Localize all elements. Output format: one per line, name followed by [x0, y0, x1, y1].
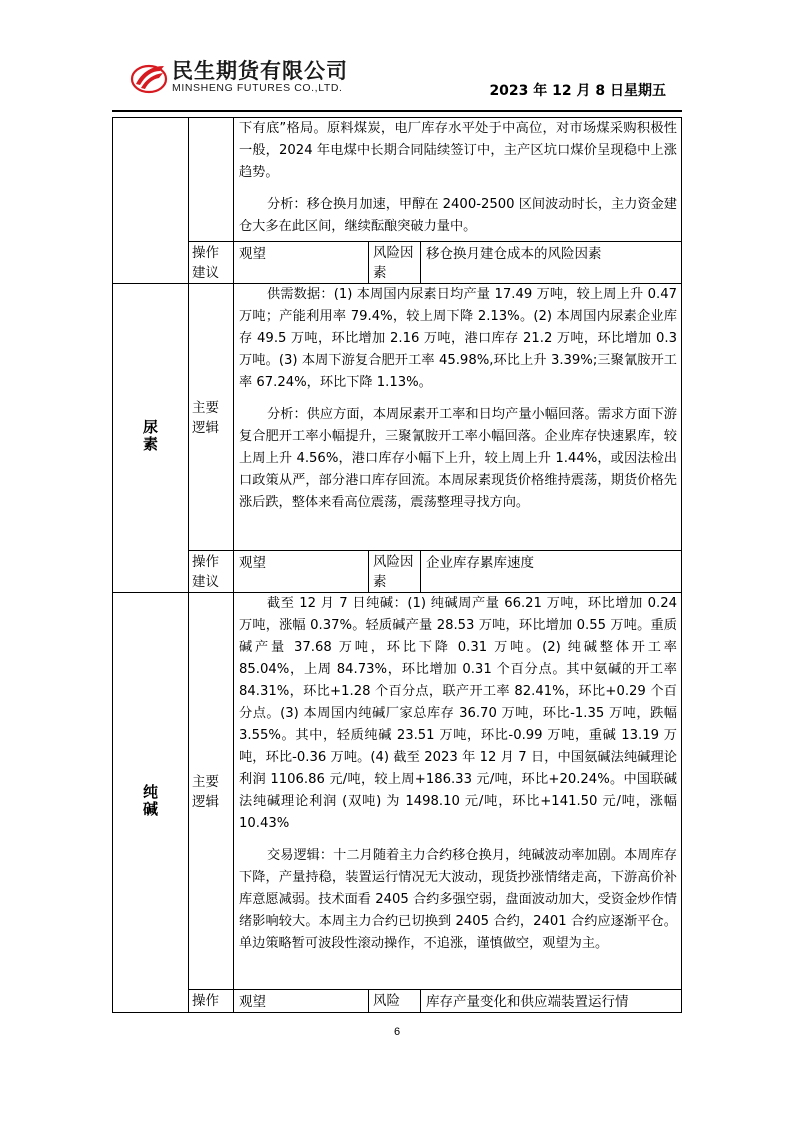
soda-logic-row: [113, 593, 682, 990]
methanol-product-cell: [113, 118, 189, 284]
urea-product-name: 尿素: [141, 419, 159, 453]
methanol-logic-paragraph-2: 分析：移仓换月加速，甲醇在 2400-2500 区间波动时长，主力资金建仓大多在此区间，继续酝酿突破力量中。: [239, 197, 677, 234]
soda-risk-value: 库存产量变化和供应端装置运行情: [421, 990, 682, 1013]
urea-logic-row: [113, 284, 682, 551]
minsheng-logo-icon: [130, 58, 168, 96]
methanol-logic-paragraph-1: 下有底”格局。原料煤炭，电厂库存水平处于中高位，对市场煤采购积极性一般，2024 年电煤中长期合同陆续签订中，主产区坑口煤价呈现稳中上涨趋势。: [239, 121, 677, 180]
company-name-en: MINSHENG FUTURES CO.,LTD.: [172, 82, 343, 94]
urea-logic-label: 主要逻辑: [189, 284, 234, 551]
soda-operation-row: [113, 990, 682, 1013]
urea-operation-label: 操作建议: [189, 551, 234, 593]
soda-logic-paragraph-2: 交易逻辑：十二月随着主力合约移仓换月，纯碱波动率加剧。本周库存下降，产量持稳，装置运行情况无大波动，现货抄涨情绪走高，下游高价补库意愿减弱。技术面看 2405 合约多强空弱，盘面波动加大，受资金炒作情绪影响较大。本周主力合约已切换到 2405 合约，2401 合约应逐渐平仓。单边策略暂可波段性滚动操作，不追涨，谨慎做空，观望为主。: [239, 848, 677, 951]
soda-product-name: 纯碱: [141, 783, 159, 818]
urea-logic-cell: [234, 284, 682, 551]
soda-product-cell: [113, 593, 189, 1013]
methanol-operation-value: 观望: [234, 242, 369, 284]
report-date: 2023 年 12 月 8 日星期五: [489, 83, 666, 99]
soda-logic-label: 主要逻辑: [189, 593, 234, 990]
urea-operation-row: [113, 551, 682, 593]
urea-risk-label: 风险因素: [369, 551, 421, 593]
methanol-logic-row: [113, 118, 682, 242]
methanol-operation-row: [113, 242, 682, 284]
page-number: 6: [393, 1026, 401, 1038]
soda-operation-label: 操作: [189, 990, 234, 1013]
soda-operation-value: 观望: [234, 990, 369, 1013]
urea-logic-paragraph-2: 分析：供应方面，本周尿素开工率和日均产量小幅回落。需求方面下游复合肥开工率小幅提升，三聚氰胺开工率小幅回落。企业库存快速累库，较上周上升 4.56%，港口库存小幅下上升，较上周上升 1.44%，或因法检出口政策从严，部分港口库存回流。本周尿素现货价格维持震荡，期货价格先涨后跌，整体来看高位震荡，震荡整理寻找方向。: [239, 407, 677, 510]
urea-operation-value: 观望: [234, 551, 369, 593]
soda-logic-cell: [234, 593, 682, 990]
soda-logic-paragraph-1: 截至 12 月 7 日纯碱：(1) 纯碱周产量 66.21 万吨，环比增加 0.24 万吨，涨幅 0.37%。轻质碱产量 28.53 万吨，环比增加 0.55 万吨。重质碱产量 37.68 万吨，环比下降 0.31 万吨。(2) 纯碱整体开工率 85.04%，上周 84.73%，环比增加 0.31 个百分点。其中氨碱的开工率 84.31%，环比+1.28 个百分点，联产开工率 82.41%，环比+0.29 个百分点。(3) 本周国内纯碱厂家总库存 36.70 万吨，环比-1.35 万吨，跌幅 3.55%。其中，轻质纯碱 23.51 万吨，环比-0.99 万吨，重碱 13.19 万吨，环比-0.36 万吨。(4) 截至 2023 年 12 月 7 日，中国氨碱法纯碱理论利润 1106.86 元/吨，较上周+186.33 元/吨，环比+20.24%。中国联碱法纯碱理论利润 (双吨) 为 1498.10 元/吨，环比+141.50 元/吨，涨幅 10.43%: [239, 596, 677, 831]
page-header: [112, 50, 682, 106]
header-divider: [112, 110, 682, 112]
methanol-risk-label: 风险因素: [369, 242, 421, 284]
methanol-logic-cell: [234, 118, 682, 242]
urea-logic-paragraph-1: 供需数据：(1) 本周国内尿素日均产量 17.49 万吨，较上周上升 0.47 万吨；产能利用率 79.4%，较上周下降 2.13%。(2) 本周国内尿素企业库存 49.5 万吨，环比增加 2.16 万吨，港口库存 21.2 万吨，环比增加 0.3 万吨。(3) 本周下游复合肥开工率 45.98%,环比上升 3.39%;三聚氰胺开工率 67.24%，环比下降 1.13%。: [239, 287, 677, 390]
soda-risk-label: 风险: [369, 990, 421, 1013]
methanol-logic-label: [189, 118, 234, 242]
report-table: [112, 117, 682, 1013]
methanol-operation-label: 操作建议: [189, 242, 234, 284]
urea-product-cell: [113, 284, 189, 593]
methanol-risk-value: 移仓换月建仓成本的风险因素: [421, 242, 682, 284]
company-name-cn: 民生期货有限公司: [172, 59, 348, 83]
urea-risk-value: 企业库存累库速度: [421, 551, 682, 593]
